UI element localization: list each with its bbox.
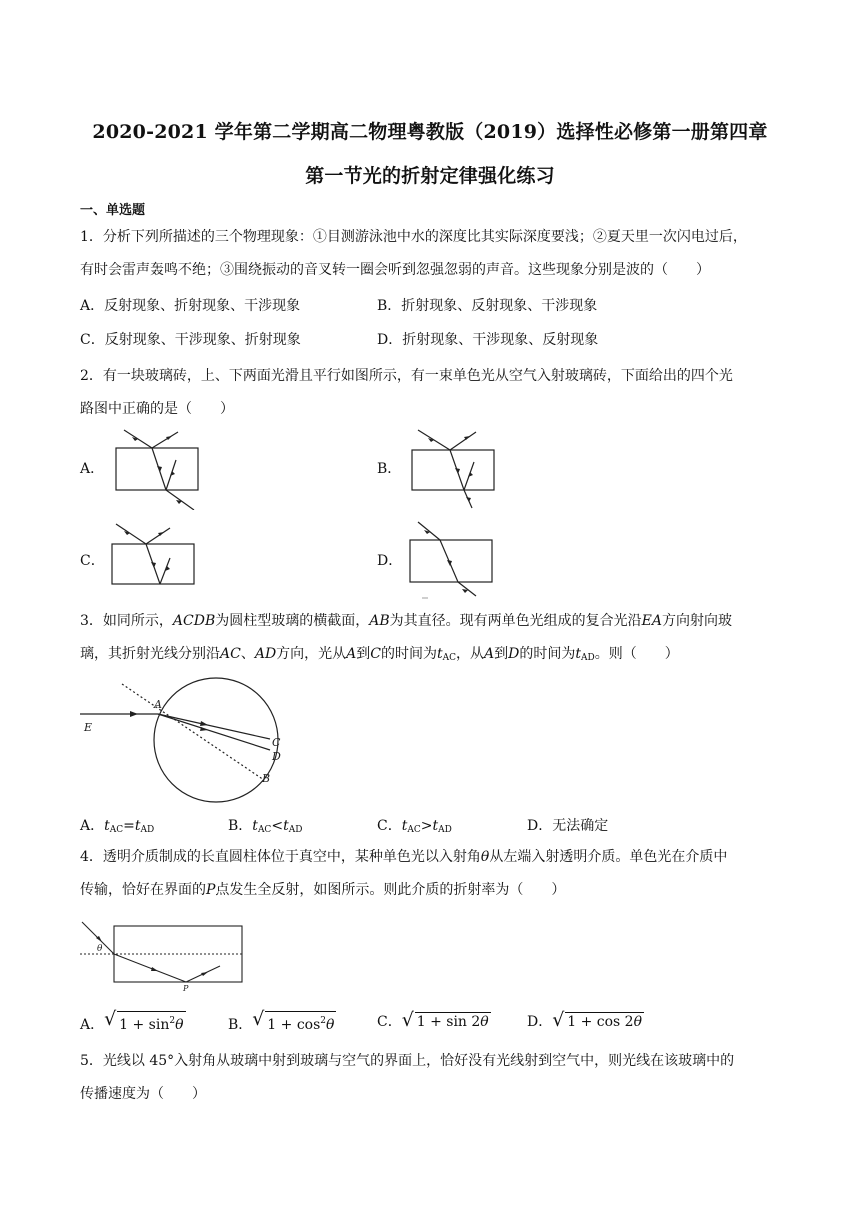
reflected-ray xyxy=(152,432,178,448)
refracted-ray xyxy=(114,954,186,982)
arrow-head xyxy=(200,727,208,731)
diameter-ab xyxy=(122,684,264,780)
title-line-1: 2020-2021 学年第二学期高二物理粤教版（2019）选择性必修第一册第四章 xyxy=(92,121,768,143)
q5-stem-line-1: 5．光线以 45°入射角从玻璃中射到玻璃与空气的界面上，恰好没有光线射到空气中，则光线在该玻璃中的 xyxy=(80,1053,735,1069)
reflected-ray xyxy=(450,432,476,450)
q2-figure-c xyxy=(108,520,198,592)
title-line-2: 第一节光的折射定律强化练习 xyxy=(305,165,555,187)
glass-circle xyxy=(154,678,278,802)
q1-stem-line-2: 有时会雷声轰鸣不绝；③围绕振动的音叉转一圈会听到忽强忽弱的声音。这些现象分别是波的（ ） xyxy=(80,262,710,278)
label-e: E xyxy=(84,721,93,734)
q4-stem-line-1: 4．透明介质制成的长直圆柱体位于真空中，某种单色光以入射角θ从左端入射透明介质。单色光在介质中 xyxy=(80,849,728,865)
arrow-head xyxy=(201,972,208,976)
q1-option-b: B．折射现象、反射现象、干涉现象 xyxy=(377,298,598,314)
incident-ray xyxy=(116,524,146,544)
q2-label-b: B． xyxy=(377,461,402,477)
arrow-head xyxy=(130,711,138,717)
q3-option-a: A．$t_{AC}=t_{AD}$ xyxy=(80,818,155,835)
q4-option-b: B． √ $1 + \cos^2\theta$ xyxy=(228,1008,335,1033)
q2-figure-d xyxy=(406,518,502,600)
label-theta: θ xyxy=(97,944,103,954)
q2-label-d: D． xyxy=(377,553,403,569)
q2-stem-line-1: 2．有一块玻璃砖，上、下两面光滑且平行如图所示，有一束单色光从空气入射玻璃砖，下面给出的四个光 xyxy=(80,368,733,384)
ray-ac xyxy=(158,714,270,739)
q4-option-d: D． √ 1 + cos 2θ xyxy=(527,1009,643,1031)
q5-stem-line-2: 传播速度为（ ） xyxy=(80,1086,206,1102)
q3-option-d: D．无法确定 xyxy=(527,818,609,834)
arrow-head xyxy=(468,472,473,477)
label-p: P xyxy=(183,984,189,993)
q2-figure-a xyxy=(110,428,200,510)
glass-block xyxy=(412,450,494,490)
q4-stem-line-2: 传输，恰好在界面的P点发生全反射，如图所示。则此介质的折射率为（ ） xyxy=(80,882,566,898)
q4-option-c: C． √ 1 + sin 2θ xyxy=(377,1009,489,1031)
label-b: B xyxy=(262,772,271,785)
reflected-ray xyxy=(146,528,170,544)
q3-option-c: C．$t_{AC}>t_{AD}$ xyxy=(377,818,452,835)
q1-stem-line-1: 1．分析下列所描述的三个物理现象：①目测游泳池中水的深度比其实际深度要浅；②夏天里一次闪电过后， xyxy=(80,229,747,245)
q3-option-b: B．$t_{AC}<t_{AD}$ xyxy=(228,818,303,835)
section-heading: 一、单选题 xyxy=(80,203,146,218)
q1-option-a: A．反射现象、折射现象、干涉现象 xyxy=(80,298,301,314)
label-c: C xyxy=(272,736,281,749)
arrow-head xyxy=(170,471,175,476)
q1-option-c: C．反射现象、干涉现象、折射现象 xyxy=(80,332,301,348)
label-d: D xyxy=(272,750,281,763)
q2-stem-line-2: 路图中正确的是（ ） xyxy=(80,401,234,417)
glass-block xyxy=(116,448,198,490)
exit-ray xyxy=(458,582,476,596)
q3-stem-line-2: 璃，其折射光线分别沿AC、AD方向，光从A到C的时间为$t_{AC}$，从A到D的时间为$t_{AD}$。则（ ） xyxy=(80,646,679,663)
q3-figure-circle xyxy=(80,672,290,810)
q2-label-c: C． xyxy=(80,553,105,569)
label-a: A xyxy=(154,698,162,711)
q4-figure-cylinder xyxy=(80,914,244,994)
q2-figure-b xyxy=(408,428,498,510)
q2-label-a: A． xyxy=(80,461,105,477)
exit-ray xyxy=(166,490,194,510)
arrow-head xyxy=(151,967,158,971)
q1-option-d: D．折射现象、干涉现象、反射现象 xyxy=(377,332,599,348)
incident-ray xyxy=(418,522,440,540)
q4-option-a: A． √ $1 + \sin^2\theta$ xyxy=(80,1008,184,1033)
q3-stem-line-1: 3．如同所示，ACDB为圆柱型玻璃的横截面，AB为其直径。现有两单色光组成的复合光沿EA方向射向玻 xyxy=(80,613,733,629)
